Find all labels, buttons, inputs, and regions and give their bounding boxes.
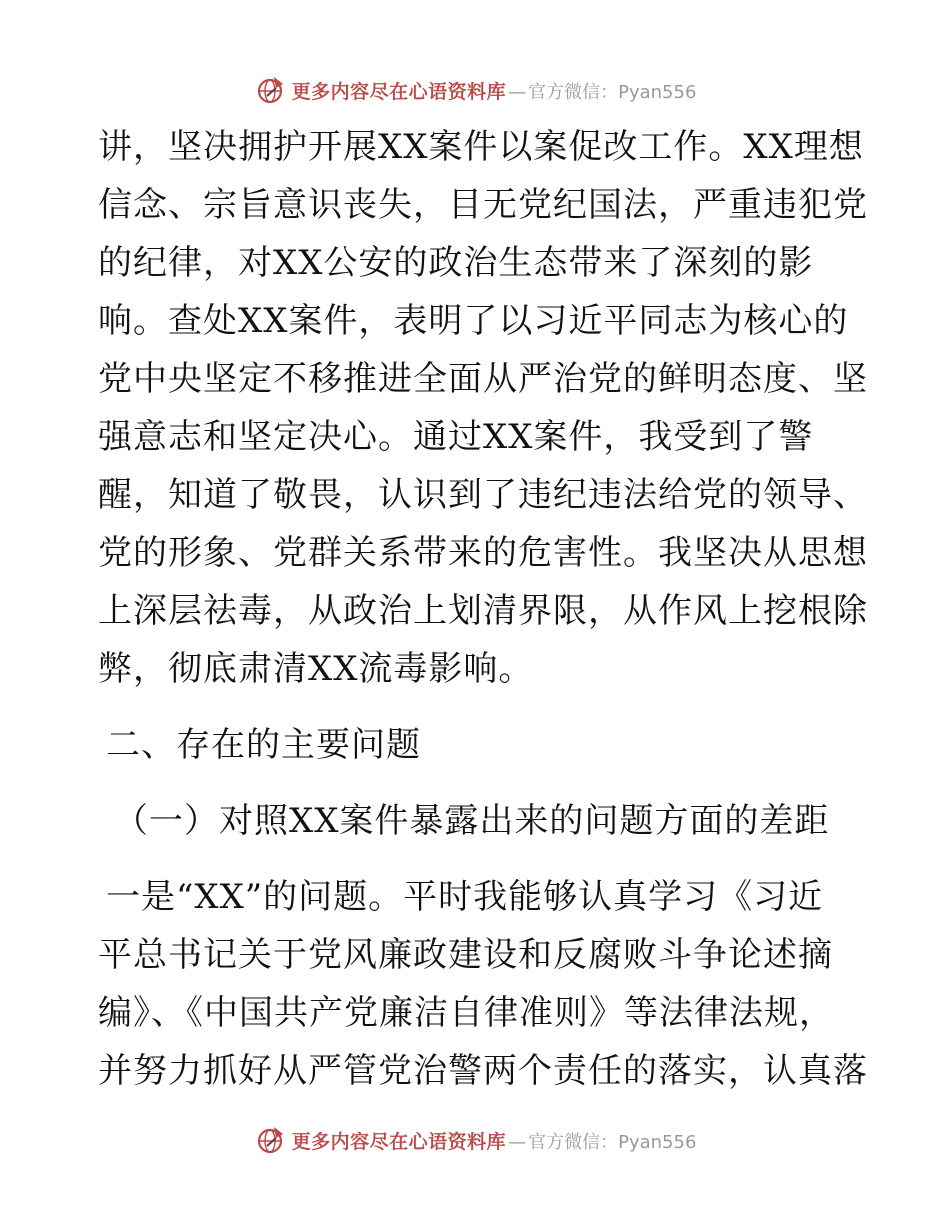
body-line: 强意志和坚定决心。通过XX案件，我受到了警 — [98, 417, 814, 457]
watermark-contact: 官方微信：Pyan556 — [528, 81, 697, 103]
footer-watermark — [0, 1120, 950, 1160]
paragraph-line: 平总书记关于党风廉政建设和反腐败斗争论述摘 — [98, 935, 833, 975]
body-line: 信念、宗旨意识丧失，目无党纪国法，严重违犯党 — [98, 185, 868, 225]
body-line: 上深层祛毒，从政治上划清界限，从作风上挖根除 — [98, 591, 868, 631]
pen-globe-logo-icon — [254, 74, 286, 106]
section-heading: 二、存在的主要问题 — [106, 725, 421, 765]
body-line: 党中央坚定不移推进全面从严治党的鲜明态度、坚 — [98, 359, 868, 399]
header-watermark — [0, 70, 950, 110]
watermark-dash: — — [508, 81, 527, 103]
watermark-dash: — — [508, 1131, 527, 1153]
body-line: 醒，知道了敬畏，认识到了违纪违法给党的领导、 — [98, 475, 868, 515]
watermark-text — [292, 1127, 697, 1154]
subsection-heading: （一）对照XX案件暴露出来的问题方面的差距 — [114, 801, 830, 841]
watermark-text — [292, 77, 697, 104]
body-line: 党的形象、党群关系带来的危害性。我坚决从思想 — [98, 533, 868, 573]
watermark-brand: 更多内容尽在心语资料库 — [291, 80, 507, 103]
body-line: 的纪律，对XX公安的政治生态带来了深刻的影 — [98, 243, 814, 283]
paragraph-line: 一是“XX”的问题。平时我能够认真学习《习近 — [106, 877, 824, 917]
body-line: 响。查处XX案件，表明了以习近平同志为核心的 — [98, 301, 849, 341]
body-line: 弊，彻底肃清XX流毒影响。 — [98, 649, 534, 689]
body-line: 讲，坚决拥护开展XX案件以案促改工作。XX理想 — [98, 127, 864, 167]
pen-globe-logo-icon — [254, 1124, 286, 1156]
paragraph-line: 编》、《中国共产党廉洁自律准则》等法律法规， — [98, 993, 834, 1033]
paragraph-line: 并努力抓好从严管党治警两个责任的落实，认真落 — [98, 1051, 868, 1091]
watermark-brand: 更多内容尽在心语资料库 — [291, 1130, 507, 1153]
document-body — [98, 118, 868, 1100]
watermark-contact: 官方微信：Pyan556 — [528, 1131, 697, 1153]
